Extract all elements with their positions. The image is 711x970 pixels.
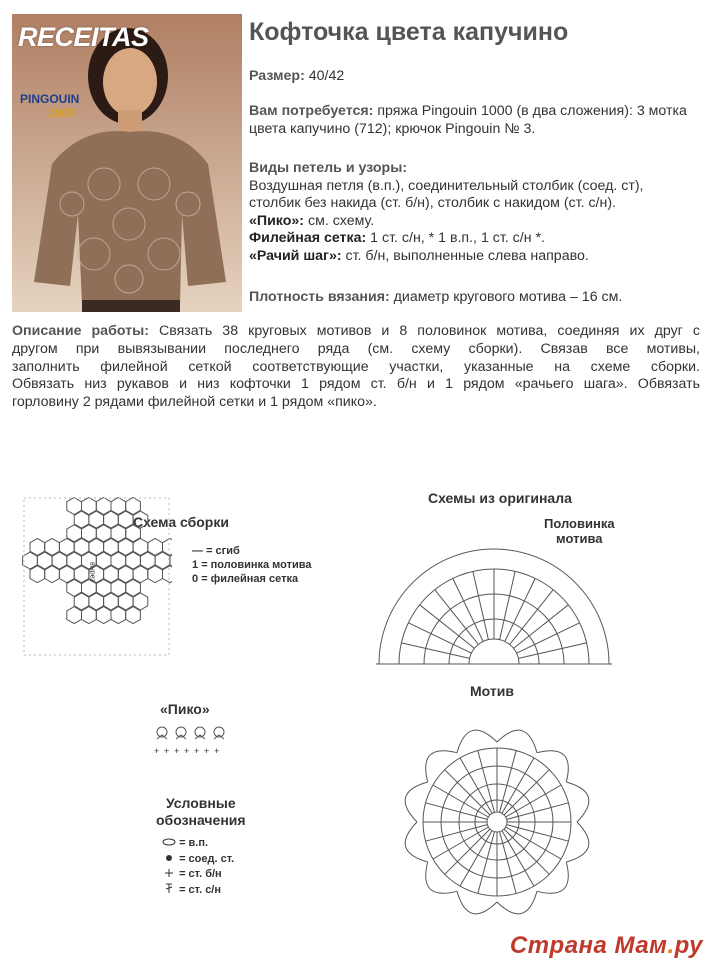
motif-hex (111, 607, 126, 624)
symbol-chain: = в.п. (162, 836, 234, 852)
crab-text: ст. б/н, выполненные слева направо. (345, 247, 589, 264)
motif-hex (82, 607, 97, 624)
picot-diagram (150, 722, 230, 758)
gauge-value: диаметр кругового мотива – 16 см. (393, 289, 623, 305)
filet-text: 1 ст. с/н, * 1 в.п., 1 ст. с/н *. (370, 230, 545, 246)
motif-hex (30, 566, 45, 583)
half-motif-diagram (374, 540, 614, 670)
assembly-outline (24, 498, 169, 655)
motif-spoke (504, 829, 549, 874)
half-motif-spoke (500, 571, 515, 639)
page-title: Кофточка цвета капучино (249, 18, 569, 46)
stitches-block (249, 160, 701, 265)
motif-petal (566, 782, 589, 822)
model-figure (12, 14, 242, 312)
picot-text: см. схему. (307, 212, 375, 229)
double-crochet-icon (162, 883, 176, 893)
motif-hex (45, 566, 60, 583)
motif-petal (457, 730, 497, 753)
slip-stitch-icon (162, 854, 176, 862)
crab-label: «Рачий шаг»: (249, 247, 342, 264)
materials-label: Вам потребуется: (249, 103, 374, 119)
svg-text:+: + (174, 746, 180, 756)
magazine-title: RECEITAS (18, 22, 149, 52)
motif-petal (405, 822, 428, 862)
description-label: Описание работы: (12, 323, 149, 339)
cover-photo (12, 14, 242, 312)
symbol-dc: = ст. с/н (162, 883, 234, 899)
filet-label: Филейная сетка: (249, 230, 367, 246)
neck-label: вырез (88, 562, 96, 582)
half-motif-title: Половинка мотива (544, 516, 615, 546)
svg-text:+: + (164, 746, 170, 756)
size-value: 40/42 (308, 68, 345, 84)
brand-logo-sub: 1000 (48, 106, 75, 120)
half-motif-spoke (518, 643, 586, 659)
motif-hex (67, 607, 82, 624)
legend-filet: 0 = филейная сетка (192, 573, 299, 585)
motif-ring (487, 812, 507, 832)
symbol-slip: = соед. ст. (162, 852, 234, 868)
symbols-legend (162, 836, 234, 898)
symbol-sc: = ст. б/н (162, 867, 234, 883)
motif-hex (126, 607, 141, 624)
size-line (249, 68, 344, 86)
gauge-label: Плотность вязания: (249, 289, 390, 305)
size-label: Размер: (249, 68, 305, 84)
half-motif-spoke (473, 571, 489, 639)
assembly-legend (192, 544, 312, 586)
motif-diagram (372, 702, 622, 942)
motif-spoke (445, 770, 490, 815)
svg-text:+: + (214, 746, 220, 756)
gauge-line (249, 289, 622, 307)
motif-title: Мотив (470, 683, 514, 699)
motif-hex (96, 607, 111, 624)
motif-petal (457, 891, 497, 914)
brand-logo: PINGOUIN (20, 92, 80, 106)
svg-text:+: + (194, 746, 200, 756)
work-description (12, 323, 700, 412)
motif-petal (497, 730, 537, 753)
description-line-5: горловину 2 рядами филейной сетки и 1 рядом «пико». (12, 394, 377, 411)
svg-text:+: + (184, 746, 190, 756)
svg-text:+: + (154, 746, 160, 756)
motif-petal (497, 891, 537, 914)
assembly-title: Схема сборки (133, 514, 229, 530)
motif-petal (405, 782, 428, 822)
motif-spoke (445, 829, 490, 874)
motif-hex (148, 566, 163, 583)
stitches-label: Виды петель и узоры: (249, 160, 408, 176)
description-line-2: другом при вывязывании последнего ряда (см. схему сборки). Связав все мотивы, (12, 340, 700, 357)
assembly-diagram (22, 496, 172, 658)
half-motif-spoke (401, 643, 469, 659)
materials-block (249, 103, 701, 138)
picot-line (249, 213, 701, 231)
crab-line (249, 248, 701, 266)
legend-fold: — = сгиб (192, 545, 240, 557)
watermark: Страна Мам.ру (509, 932, 703, 959)
motif-spoke (504, 770, 549, 815)
svg-text:+: + (204, 746, 210, 756)
picot-title: «Пико» (160, 701, 210, 717)
single-crochet-icon (162, 869, 176, 877)
description-line-1: Связать 38 круговых мотивов и 8 половинок мотива, соединяя их друг с (158, 323, 700, 339)
stitches-line-2: столбик без накида (ст. б/н), столбик с накидом (ст. с/н). (249, 195, 616, 211)
motif-petal (566, 822, 589, 862)
chain-stitch-icon (162, 838, 176, 846)
originals-title: Схемы из оригинала (428, 490, 572, 506)
stitches-line-1: Воздушная петля (в.п.), соединительный столбик (соед. ст), (249, 177, 644, 194)
picot-label: «Пико»: (249, 212, 305, 229)
symbols-title: Условные обозначения (156, 795, 246, 828)
description-line-3: заполнить филейной сеткой соответствующие участки, указанные на схеме сборки. (12, 358, 700, 375)
materials-value: пряжа Pingouin 1000 (в два сложения): 3 мотка цвета капучино (712); крючок Pingouin № 3. (249, 103, 687, 137)
filet-line (249, 230, 701, 248)
legend-half-motif: 1 = половинка мотива (192, 559, 312, 571)
description-line-4: Обвязать низ рукавов и низ кофточки 1 рядом ст. б/н и 1 рядом «рачьего шага». Обвязать (12, 376, 700, 393)
